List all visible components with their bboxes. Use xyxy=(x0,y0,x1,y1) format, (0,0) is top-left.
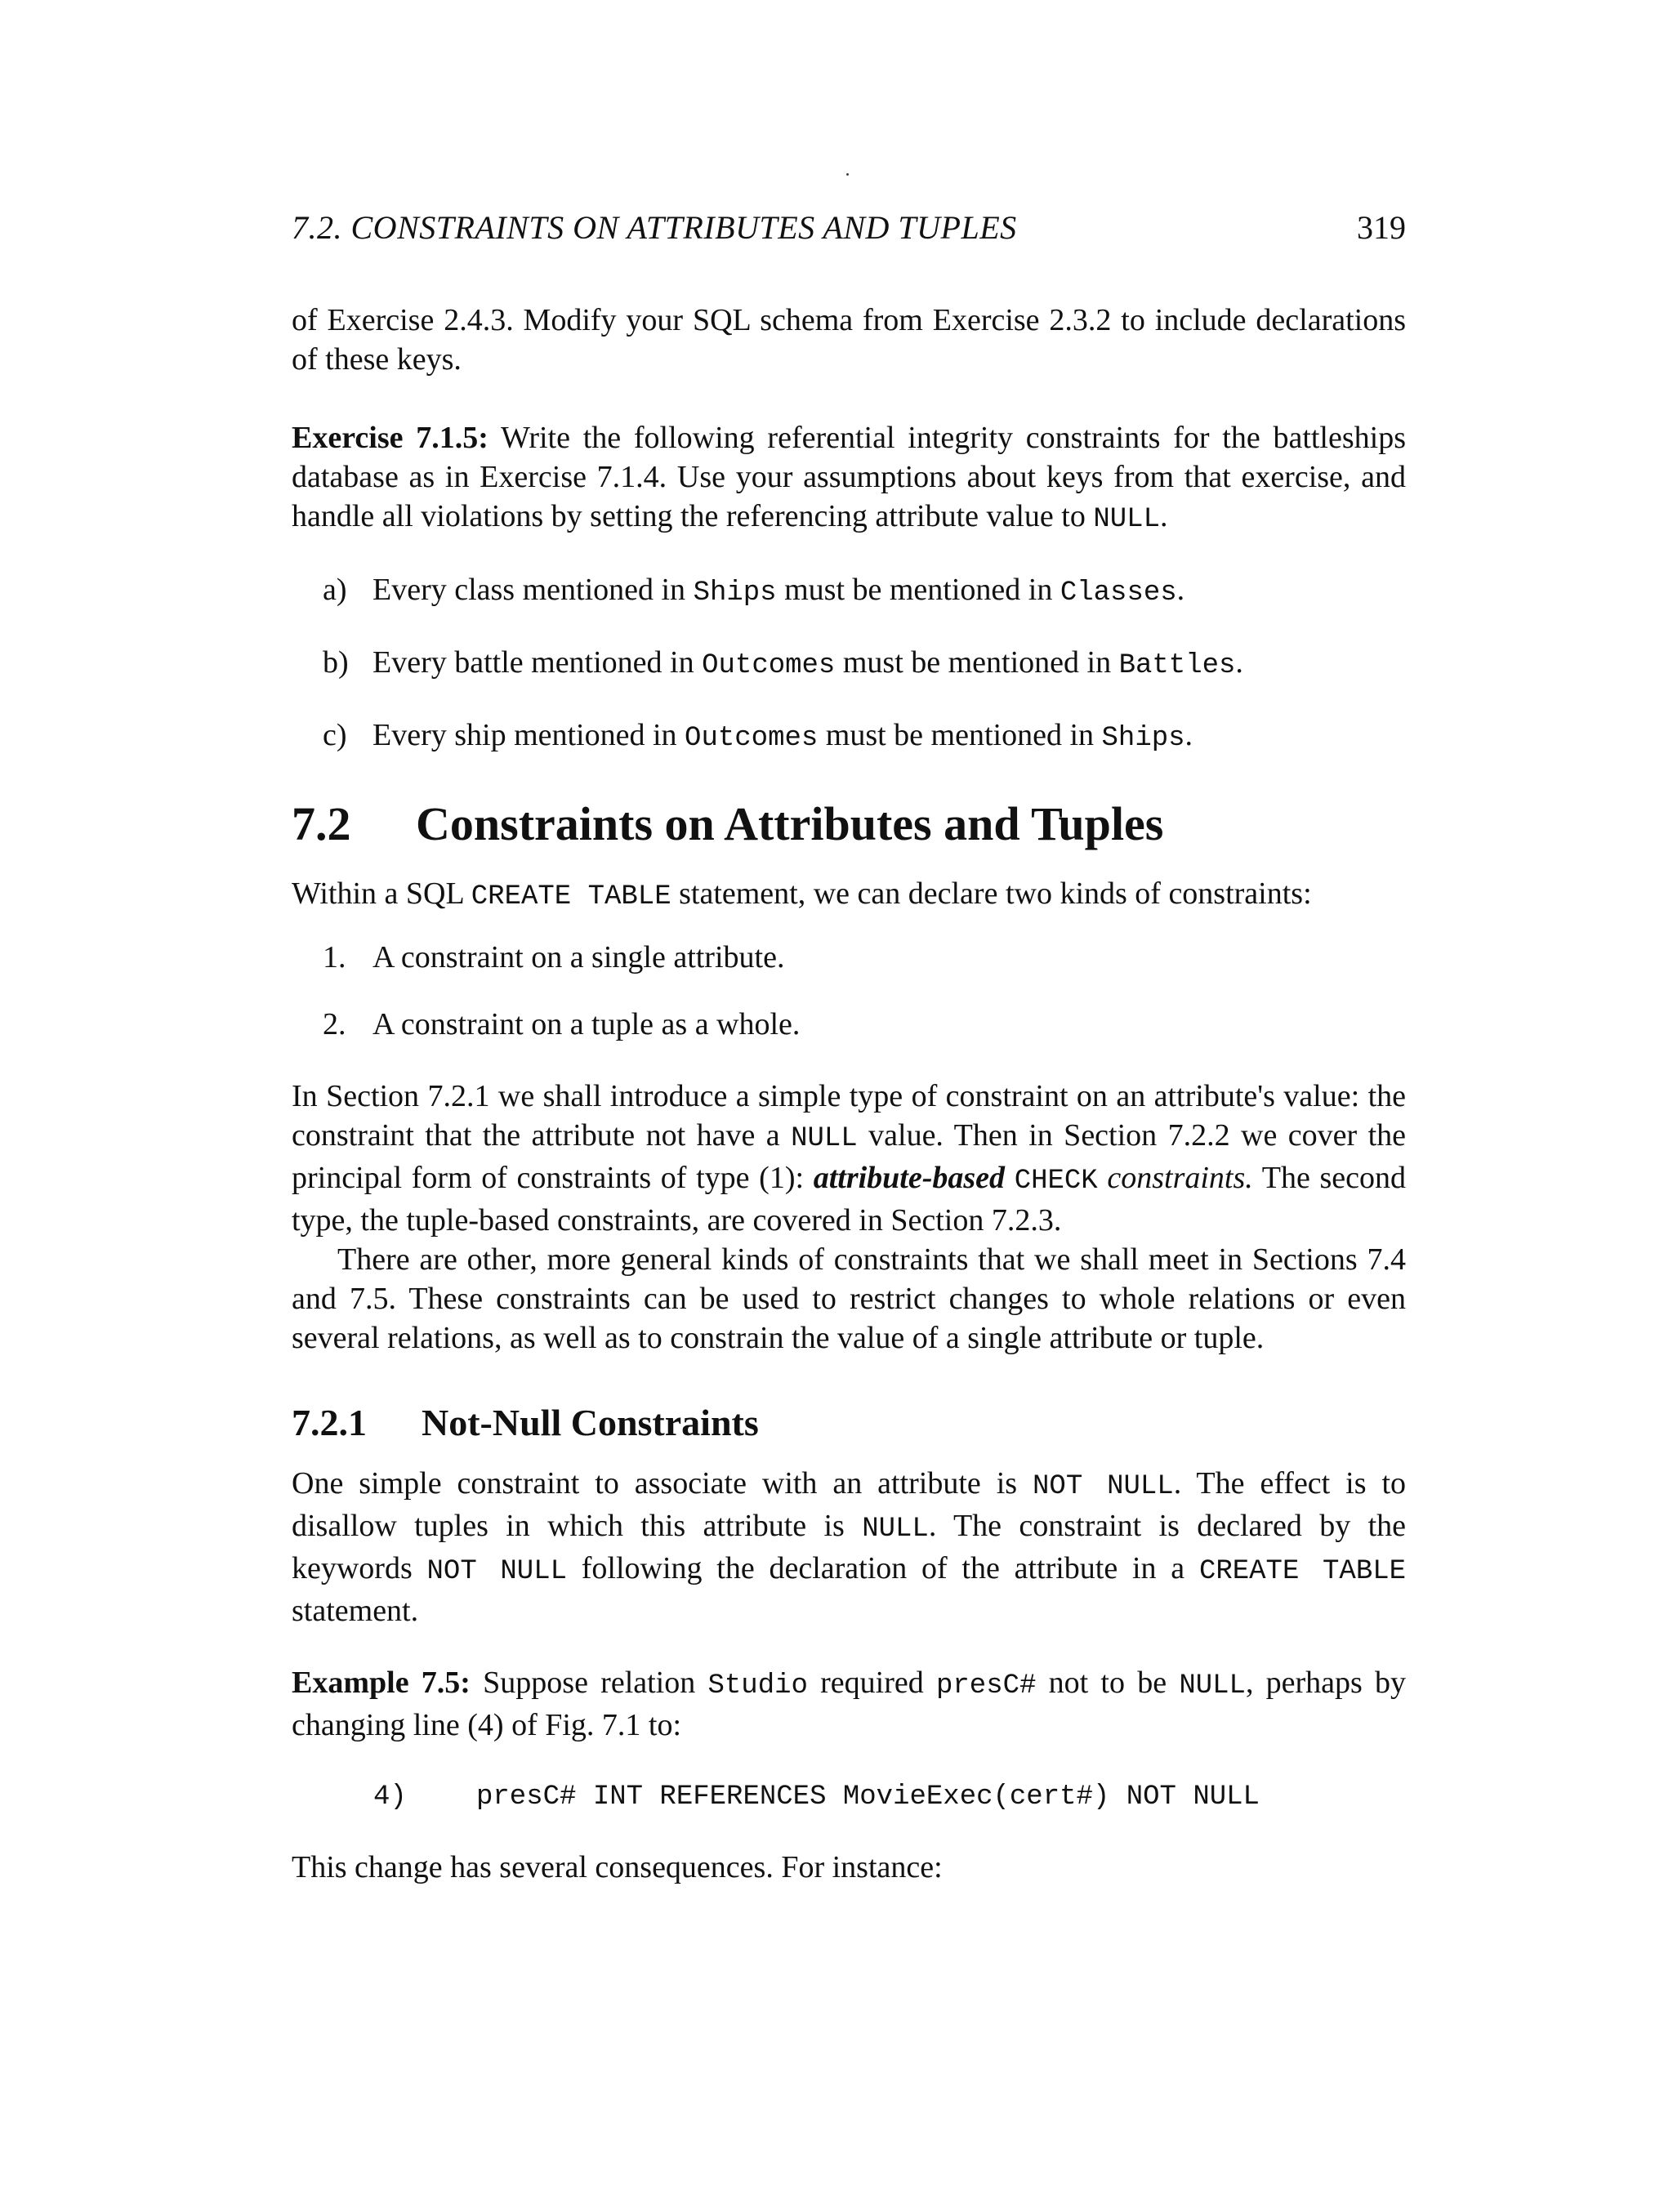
section-number: 7.2 xyxy=(292,797,351,850)
paragraph-overview: In Section 7.2.1 we shall introduce a simple type of constraint on an attribute's value: the constraint that the attribute not have a NULL value. Then in Section 7.2.2 we cover the principal form of constraints of type (1): attribute-based CHECK constraints. The second type, the tuple-based constraints, are covered in Section 7.2.3. xyxy=(292,1079,1407,1238)
running-title: 7.2. CONSTRAINTS ON ATTRIBUTES AND TUPLES xyxy=(292,209,1017,246)
page-number: 319 xyxy=(1357,209,1406,246)
exercise-items xyxy=(292,570,1406,758)
exercise-label: Exercise 7.1.5: xyxy=(292,421,489,455)
list-item: a) Every class mentioned in Ships must be mentioned in Classes. xyxy=(323,573,1185,609)
section-title: Constraints on Attributes and Tuples xyxy=(416,797,1164,850)
running-header xyxy=(292,208,1406,257)
list-item: 2. A constraint on a tuple as a whole. xyxy=(323,1007,801,1041)
list-item: c) Every ship mentioned in Outcomes must be mentioned in Ships. xyxy=(323,718,1193,754)
exercise-text: Write the following referential integrity constraints for the battleships database as in Exercise 7.1.4. Use your assumptions about keys from that exercise, and handle all violations by setting the referencing attribute value to xyxy=(292,421,1406,533)
page-body xyxy=(292,301,1406,1887)
example-7-5: Example 7.5: Suppose relation Studio required presC# not to be NULL, perhaps by changing line (4) of Fig. 7.1 to: xyxy=(292,1666,1407,1742)
paragraph-intro: Within a SQL CREATE TABLE statement, we can declare two kinds of constraints: xyxy=(292,876,1312,912)
exercise-7-1-5: Exercise 7.1.5: Write the following referential integrity constraints for the battleships database as in Exercise 7.1.4. Use your assumptions about keys from that exercise, and handle all violations by setting the referencing attribute value to NULL. xyxy=(292,421,1406,535)
section-heading xyxy=(292,796,1406,853)
code-line-number: 4) xyxy=(373,1782,407,1813)
paragraph-not-null: One simple constraint to associate with an attribute is NOT NULL. The effect is to disallow tuples in which this attribute is NULL. The constraint is declared by the keywords NOT NULL following the declaration of the attribute in a CREATE TABLE statement. xyxy=(292,1466,1407,1628)
subsection-title: Not-Null Constraints xyxy=(422,1402,759,1443)
list-item: 1. A constraint on a single attribute. xyxy=(323,940,785,974)
list-item: b) Every battle mentioned in Outcomes must be mentioned in Battles. xyxy=(323,645,1243,681)
paragraph-exercise-continuation: of Exercise 2.4.3. Modify your SQL schema from Exercise 2.3.2 to include declarations of these keys. xyxy=(292,303,1406,377)
scan-mark xyxy=(846,173,849,176)
example-label: Example 7.5: xyxy=(292,1666,471,1700)
constraint-kinds-list xyxy=(292,938,1406,1044)
null-keyword: NULL xyxy=(1093,504,1160,535)
paragraph-consequences: This change has several consequences. For instance: xyxy=(292,1850,943,1884)
subsection-number: 7.2.1 xyxy=(292,1402,367,1443)
code-line xyxy=(292,1777,1406,1817)
paragraph-other-constraints: There are other, more general kinds of constraints that we shall meet in Sections 7.4 and 7.5. These constraints can be used to restrict changes to whole relations or even several relations, as well as to constrain the value of a single attribute or tuple. xyxy=(292,1242,1406,1355)
code-text: presC# INT REFERENCES MovieExec(cert#) NOT NULL xyxy=(476,1782,1260,1813)
subsection-heading xyxy=(292,1400,1406,1446)
